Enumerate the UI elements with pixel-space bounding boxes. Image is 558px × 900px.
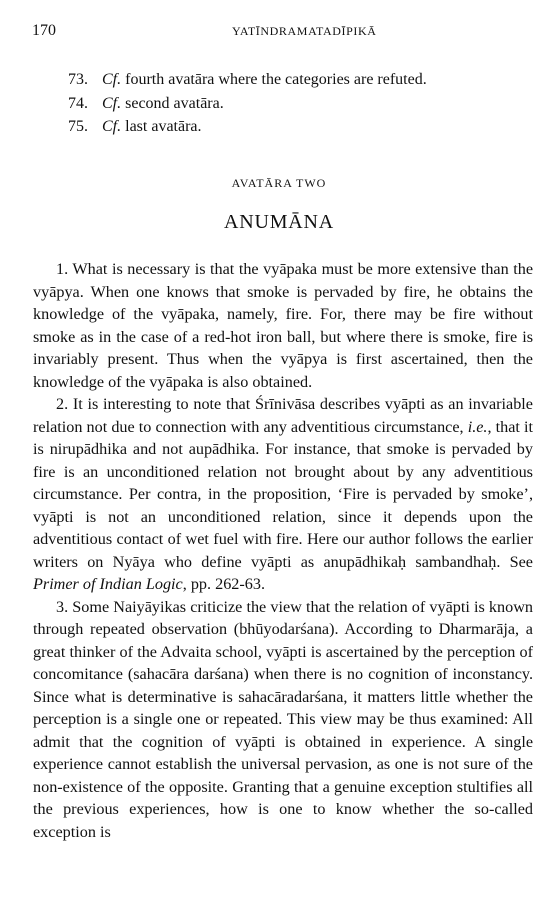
paragraph-text: 2. It is interesting to note that Śrīnivāsa describes vyāpti as an invariable relation not due to connection with any adventitious circumstance, (33, 395, 533, 436)
notes-body (33, 258, 533, 843)
page-number: 170 (32, 22, 56, 39)
endnote-cf: Cf. (102, 118, 122, 135)
endnote-number: 74. (68, 94, 88, 112)
endnotes-list (68, 68, 427, 139)
endnote-74 (68, 92, 427, 116)
note-paragraph-1: 1. What is necessary is that the vyāpaka must be more extensive than the vyāpya. When one knows that smoke is pervaded by fire, he obtains the knowledge of the vyāpaka, namely, fire. For, there may be fire without smoke as in the case of a red-hot iron ball, but where there is smoke, fire is invariably present. Thus when the vyāpya is first ascertained, then the knowledge of the vyāpaka is also obtained. (33, 260, 533, 391)
section-label: AVATĀRA TWO (231, 176, 327, 190)
endnote-text: last avatāra. (121, 118, 202, 135)
endnote-cf: Cf. (102, 71, 122, 88)
endnote-75 (68, 115, 427, 139)
italic-ie: i.e. (467, 417, 488, 436)
book-title: Primer of Indian Logic (33, 575, 183, 593)
page-header (32, 22, 534, 42)
note-paragraph-3: 3. Some Naiyāyikas criticize the view that the relation of vyāpti is known through repeated observation (bhūyodarśana). According to Dharmarāja, a great thinker of the Advaita school, vyāpti is ascertained by the perception of concomitance (sahacāra darśana) when there is no cognition of inconstancy. Since what is determinative is sahacāradarśana, it matters little whether the perception is a single one or repeated. This view may be thus examined: All admit that the cognition of vyāpti is obtained in experience. A single experience cannot establish the universal pervasion, as one is not sure of the non-existence of the opposite. Granting that a genuine exception stultifies all the previous experiences, how is one to know whether the so-called exception is (33, 597, 533, 841)
endnote-number: 73. (68, 71, 88, 88)
endnote-text: second avatāra. (121, 94, 224, 112)
endnote-number: 75. (68, 118, 88, 135)
endnote-text: fourth avatāra where the categories are refuted. (121, 71, 427, 88)
note-paragraph-2 (33, 393, 533, 596)
running-head: YATĪNDRAMATADĪPIKĀ (232, 24, 377, 38)
endnote-73 (68, 68, 427, 92)
paragraph-text: , pp. 262-63. (182, 575, 266, 593)
endnote-cf: Cf. (102, 94, 122, 112)
paragraph-text: , that it is nirupādhika and not aupādhika. For instance, that smoke is pervaded by fire is an unconditioned relation not brought about by any adventitious circumstance. Per contra, in the proposition, ‘Fire is pervaded by smoke’, vyāpti is not an unconditioned relation, since it depends upon the adventitious contact of wet fuel with fire. Here our author follows the earlier writers on Nyāya who define vyāpti as anupādhikaḥ sambandhaḥ. See (33, 417, 533, 571)
section-title: ANUMĀNA (223, 211, 335, 233)
